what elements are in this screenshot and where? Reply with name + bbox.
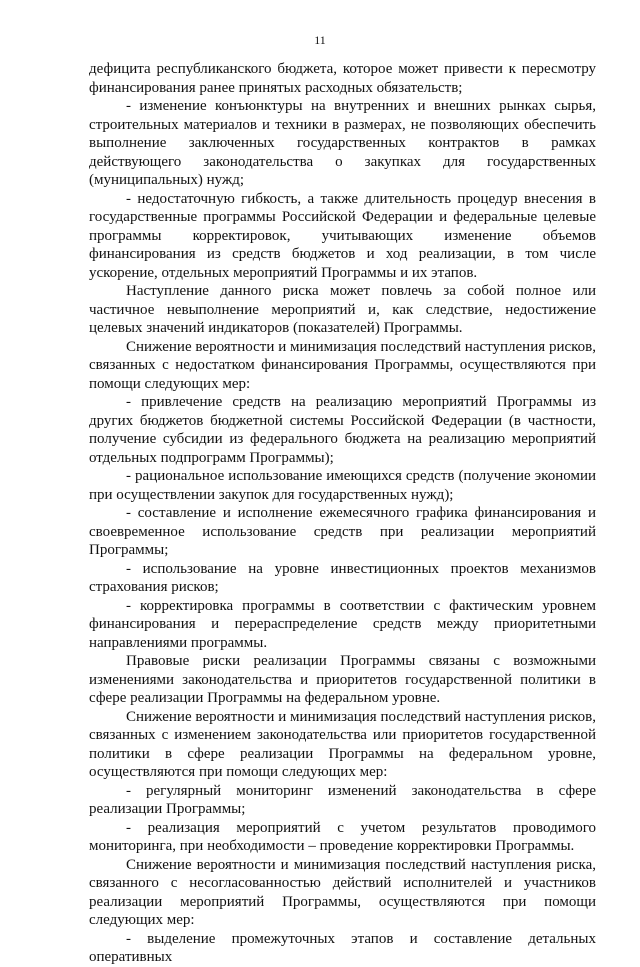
paragraph: Снижение вероятности и минимизация последствий наступления риска, связанного с несогласованностью действий исполнителей и участников реализации мероприятий Программы, осуществляются при помощи следующих мер: [89, 856, 596, 928]
list-item: - изменение конъюнктуры на внутренних и внешних рынках сырья, строительных материалов и техники в размерах, не позволяющих обеспечить выполнение заключенных государственных контрактов в рамках действующего законодательства о закупках для государственных (муниципальных) нужд; [89, 98, 596, 188]
paragraph: Снижение вероятности и минимизация последствий наступления рисков, связанных с изменением законодательства или приоритетов государственной политики в сфере реализации Программы на федеральном уровне, осуществляются при помощи следующих мер: [89, 708, 596, 780]
list-item: - недостаточную гибкость, а также длительность процедур внесения в государственные программы Российской Федерации и федеральные целевые программы корректировок, учитывающих изменение объемов финансирования из средств бюджетов и ход реализации, в том числе ускорение, отдельных мероприятий Программы и их этапов. [89, 190, 596, 281]
paragraph: Наступление данного риска может повлечь за собой полное или частичное невыполнение мероприятий и, как следствие, недостижение целевых значений индикаторов (показателей) Программы. [89, 283, 596, 336]
paragraph: Правовые риски реализации Программы связаны с возможными изменениями законодательства и приоритетов государственной политики в сфере реализации Программы на федеральном уровне. [89, 653, 596, 706]
list-item: - привлечение средств на реализацию мероприятий Программы из других бюджетов бюджетной системы Российской Федерации (в частности, получение субсидии из федерального бюджета на реализацию мероприятий отдельных подпрограмм Программы); [89, 394, 596, 466]
document-body [89, 60, 596, 967]
paragraph: дефицита республиканского бюджета, которое может привести к пересмотру финансирования ранее принятых расходных обязательств; [89, 61, 596, 96]
list-item: - регулярный мониторинг изменений законодательства в сфере реализации Программы; [89, 782, 596, 817]
page-number: 11 [314, 33, 326, 47]
list-item: - использование на уровне инвестиционных проектов механизмов страхования рисков; [89, 560, 596, 595]
list-item: - корректировка программы в соответствии с фактическим уровнем финансирования и перераспределение средств между приоритетными направлениями программы. [89, 597, 596, 651]
list-item: - реализация мероприятий с учетом результатов проводимого мониторинга, при необходимости – проведение корректировки Программы. [89, 819, 596, 854]
list-item: - рациональное использование имеющихся средств (получение экономии при осуществлении закупок для государственных нужд); [89, 468, 596, 503]
paragraph: Снижение вероятности и минимизация последствий наступления рисков, связанных с недостатком финансирования Программы, осуществляются при помощи следующих мер: [89, 338, 596, 392]
list-item: - составление и исполнение ежемесячного графика финансирования и своевременное использование средств при реализации мероприятий Программы; [89, 505, 596, 558]
list-item: - выделение промежуточных этапов и составление детальных оперативных [89, 930, 596, 965]
